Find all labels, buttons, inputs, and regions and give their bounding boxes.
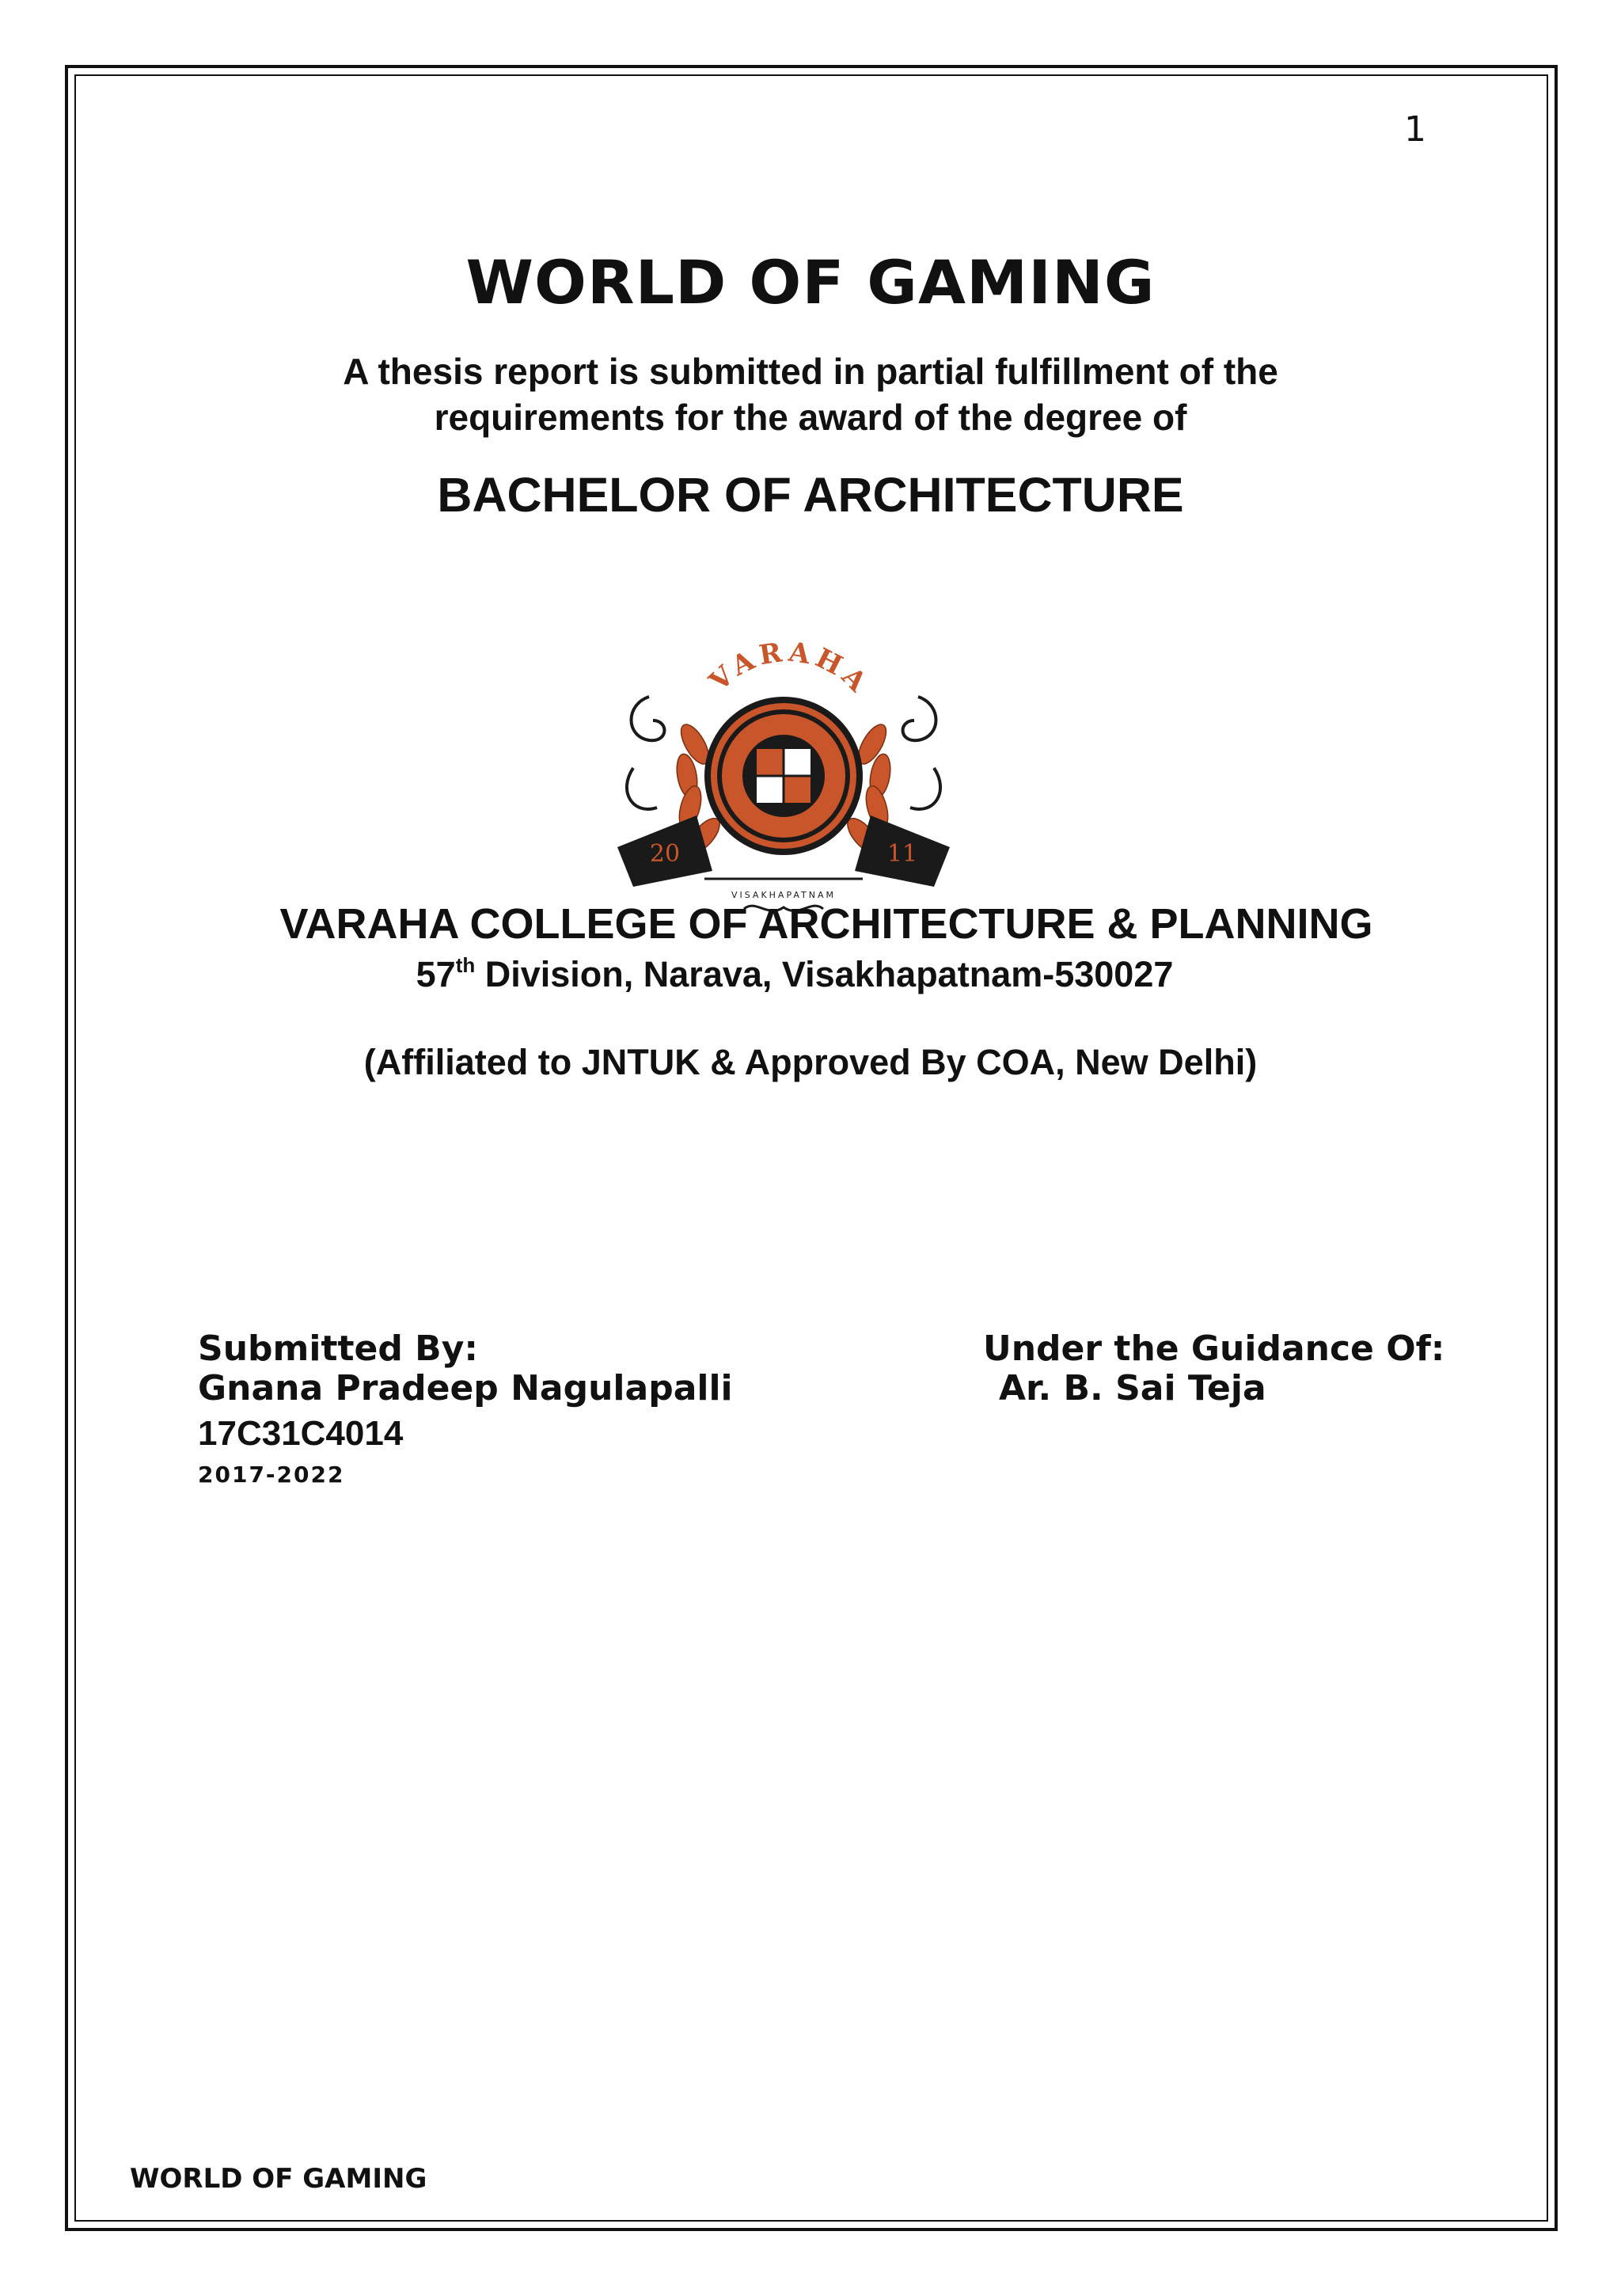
page-footer: WORLD OF GAMING [130, 2163, 427, 2195]
address-rest: Division, Narava, Visakhapatnam-530027 [475, 954, 1174, 994]
college-logo [602, 610, 966, 918]
logo-year-left: 20 [649, 840, 681, 868]
page-number: 1 [1404, 109, 1426, 150]
subtitle-line-1: A thesis report is submitted in partial fulfillment of the [343, 351, 1278, 392]
college-name: VARAHA COLLEGE OF ARCHITECTURE & PLANNING [279, 900, 1373, 948]
subtitle-line-2: requirements for the award of the degree of [434, 397, 1187, 438]
address-number: 57 [416, 954, 456, 994]
address-superscript: th [455, 953, 476, 977]
guidance-heading: Under the Guidance Of: [983, 1329, 1445, 1369]
guide-name: Ar. B. Sai Teja [999, 1368, 1266, 1408]
college-emblem-icon [602, 610, 966, 918]
thesis-subtitle [0, 348, 1621, 440]
degree-name: BACHELOR OF ARCHITECTURE [437, 468, 1184, 522]
student-name: Gnana Pradeep Nagulapalli [198, 1368, 733, 1408]
logo-arc-text: VARAHA [703, 636, 876, 701]
logo-year-right: 11 [886, 840, 918, 868]
student-roll-number: 17C31C4014 [198, 1414, 404, 1453]
affiliation-note: (Affiliated to JNTUK & Approved By COA, New Delhi) [363, 1042, 1258, 1082]
college-address [0, 953, 1605, 995]
logo-ribbon-text: VISAKHAPATNAM [731, 890, 837, 900]
thesis-title: WORLD OF GAMING [465, 247, 1156, 317]
batch-years: 2017-2022 [198, 1462, 345, 1488]
submitted-by-heading: Submitted By: [198, 1329, 478, 1369]
